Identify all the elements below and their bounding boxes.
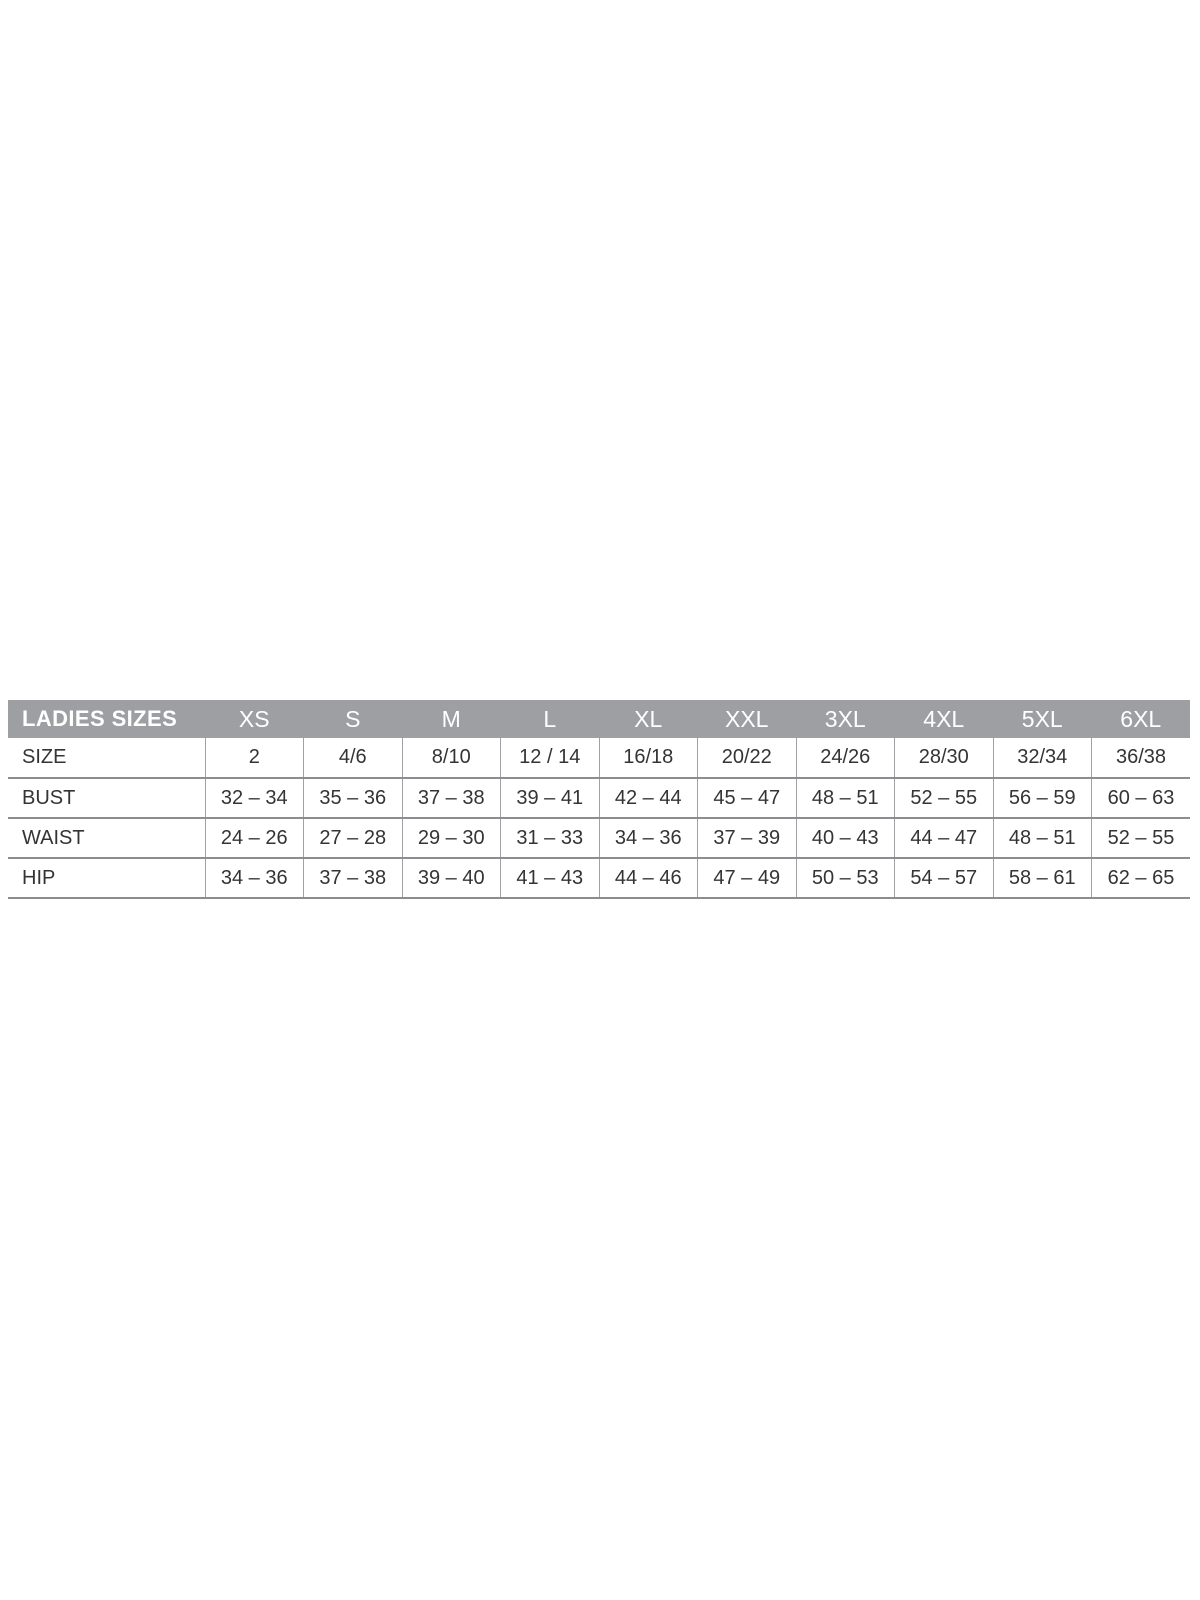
table-cell: 54 – 57 [895,858,994,898]
table-cell: 8/10 [402,738,501,778]
table-cell: 45 – 47 [698,778,797,818]
table-cell: 12 / 14 [501,738,600,778]
column-header-l: L [501,700,600,738]
column-header-3xl: 3XL [796,700,895,738]
table-cell: 32/34 [993,738,1092,778]
table-cell: 24/26 [796,738,895,778]
table-cell: 20/22 [698,738,797,778]
table-cell: 58 – 61 [993,858,1092,898]
table-cell: 24 – 26 [205,818,304,858]
table-cell: 36/38 [1092,738,1191,778]
table-cell: 35 – 36 [304,778,403,818]
table-cell: 28/30 [895,738,994,778]
table-cell: 47 – 49 [698,858,797,898]
table-cell: 40 – 43 [796,818,895,858]
table-cell: 50 – 53 [796,858,895,898]
table-cell: 37 – 38 [304,858,403,898]
table-cell: 16/18 [599,738,698,778]
table-cell: 39 – 41 [501,778,600,818]
row-label-bust: BUST [8,778,205,818]
table-cell: 37 – 38 [402,778,501,818]
column-header-5xl: 5XL [993,700,1092,738]
table-cell: 48 – 51 [796,778,895,818]
table-row-size [8,738,1190,778]
table-cell: 2 [205,738,304,778]
table-cell: 34 – 36 [205,858,304,898]
table-cell: 56 – 59 [993,778,1092,818]
table-cell: 39 – 40 [402,858,501,898]
table-cell: 62 – 65 [1092,858,1191,898]
table-title: LADIES SIZES [8,700,205,738]
table-cell: 52 – 55 [895,778,994,818]
table-cell: 4/6 [304,738,403,778]
column-header-6xl: 6XL [1092,700,1191,738]
row-label-size: SIZE [8,738,205,778]
table-cell: 44 – 47 [895,818,994,858]
table-row-bust [8,778,1190,818]
column-header-4xl: 4XL [895,700,994,738]
column-header-m: M [402,700,501,738]
table-row-waist [8,818,1190,858]
row-label-waist: WAIST [8,818,205,858]
table-header-row [8,700,1190,738]
table-cell: 48 – 51 [993,818,1092,858]
column-header-xxl: XXL [698,700,797,738]
table-cell: 32 – 34 [205,778,304,818]
table-cell: 42 – 44 [599,778,698,818]
column-header-xs: XS [205,700,304,738]
ladies-sizes-table [8,700,1190,899]
row-label-hip: HIP [8,858,205,898]
table-cell: 44 – 46 [599,858,698,898]
table-cell: 52 – 55 [1092,818,1191,858]
table-cell: 34 – 36 [599,818,698,858]
column-header-s: S [304,700,403,738]
table-cell: 60 – 63 [1092,778,1191,818]
table-cell: 27 – 28 [304,818,403,858]
table-cell: 31 – 33 [501,818,600,858]
column-header-xl: XL [599,700,698,738]
table-row-hip [8,858,1190,898]
table-cell: 29 – 30 [402,818,501,858]
table-cell: 37 – 39 [698,818,797,858]
table-cell: 41 – 43 [501,858,600,898]
